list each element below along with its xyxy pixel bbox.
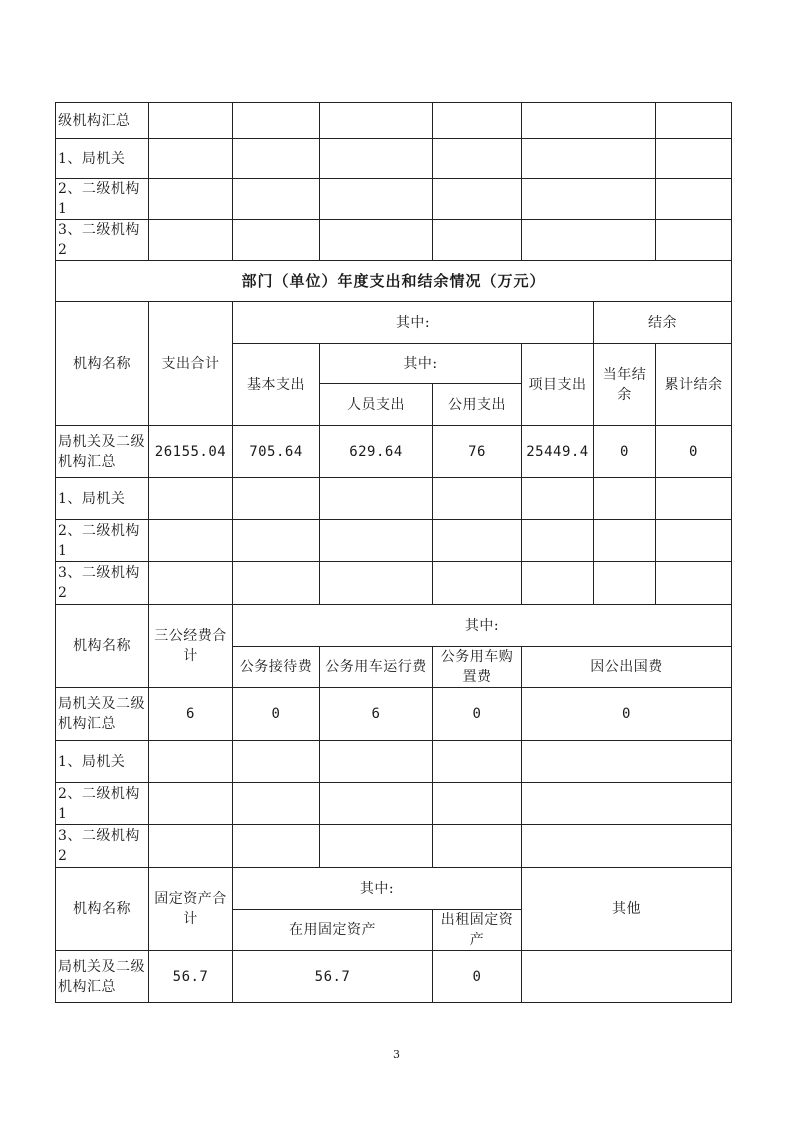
- col-of-which: 其中:: [233, 868, 522, 910]
- col-personnel: 人员支出: [320, 384, 433, 426]
- leased-assets-value: 0: [433, 951, 522, 1003]
- personnel-expenditure-value: 629.64: [320, 426, 433, 478]
- three-public-row-label: 3、二级机构 2: [56, 825, 149, 868]
- public-expenditure-value: 76: [433, 426, 522, 478]
- summary-org-name: 局机关及二级机构汇总: [56, 426, 149, 478]
- top-row-label: 2、二级机构 1: [56, 179, 149, 220]
- top-row-label: 3、二级机构 2: [56, 220, 149, 261]
- reception-value: 0: [233, 688, 320, 741]
- expenditure-row-label: 1、局机关: [56, 478, 149, 520]
- expenditure-total-value: 26155.04: [149, 426, 233, 478]
- current-balance-value: 0: [594, 426, 656, 478]
- col-project-expenditure: 项目支出: [522, 344, 594, 426]
- col-overseas: 因公出国费: [522, 647, 732, 688]
- col-vehicle-operation: 公务用车运行费: [320, 647, 433, 688]
- overseas-value: 0: [522, 688, 732, 741]
- col-public: 公用支出: [433, 384, 522, 426]
- expenditure-section-title: 部门（单位）年度支出和结余情况（万元）: [56, 261, 732, 302]
- expenditure-row-label: 3、二级机构 2: [56, 562, 149, 605]
- three-public-row-label: 1、局机关: [56, 741, 149, 783]
- three-public-total-value: 6: [149, 688, 233, 741]
- vehicle-purchase-value: 0: [433, 688, 522, 741]
- summary-org-name: 局机关及二级机构汇总: [56, 688, 149, 741]
- col-vehicle-purchase: 公务用车购置费: [433, 647, 522, 688]
- budget-table: [55, 102, 732, 1003]
- basic-expenditure-value: 705.64: [233, 426, 320, 478]
- summary-org-name: 局机关及二级机构汇总: [56, 951, 149, 1003]
- col-basic-expenditure: 基本支出: [233, 344, 320, 426]
- col-fixed-assets-total: 固定资产合计: [149, 868, 233, 951]
- col-balance: 结余: [594, 302, 732, 344]
- project-expenditure-value: 25449.4: [522, 426, 594, 478]
- col-cumulative-balance: 累计结余: [656, 344, 732, 426]
- col-of-which: 其中:: [233, 605, 732, 647]
- page-number: 3: [393, 1048, 400, 1061]
- expenditure-row-label: 2、二级机构 1: [56, 520, 149, 562]
- in-use-assets-value: 56.7: [233, 951, 433, 1003]
- three-public-row-label: 2、二级机构 1: [56, 783, 149, 825]
- top-row-label: 1、局机关: [56, 139, 149, 179]
- fixed-assets-total-value: 56.7: [149, 951, 233, 1003]
- other-assets-value: [522, 951, 732, 1003]
- col-three-public-total: 三公经费合计: [149, 605, 233, 688]
- cumulative-balance-value: 0: [656, 426, 732, 478]
- vehicle-operation-value: 6: [320, 688, 433, 741]
- col-in-use-assets: 在用固定资产: [233, 910, 433, 951]
- col-of-which: 其中:: [233, 302, 594, 344]
- col-other: 其他: [522, 868, 732, 951]
- col-org-name: 机构名称: [56, 605, 149, 688]
- col-of-which-inner: 其中:: [320, 344, 522, 384]
- top-row-label: 级机构汇总: [56, 103, 149, 139]
- col-leased-assets: 出租固定资产: [433, 910, 522, 951]
- col-reception: 公务接待费: [233, 647, 320, 688]
- col-total-expenditure: 支出合计: [149, 302, 233, 426]
- col-org-name: 机构名称: [56, 302, 149, 426]
- col-org-name: 机构名称: [56, 868, 149, 951]
- col-current-balance: 当年结余: [594, 344, 656, 426]
